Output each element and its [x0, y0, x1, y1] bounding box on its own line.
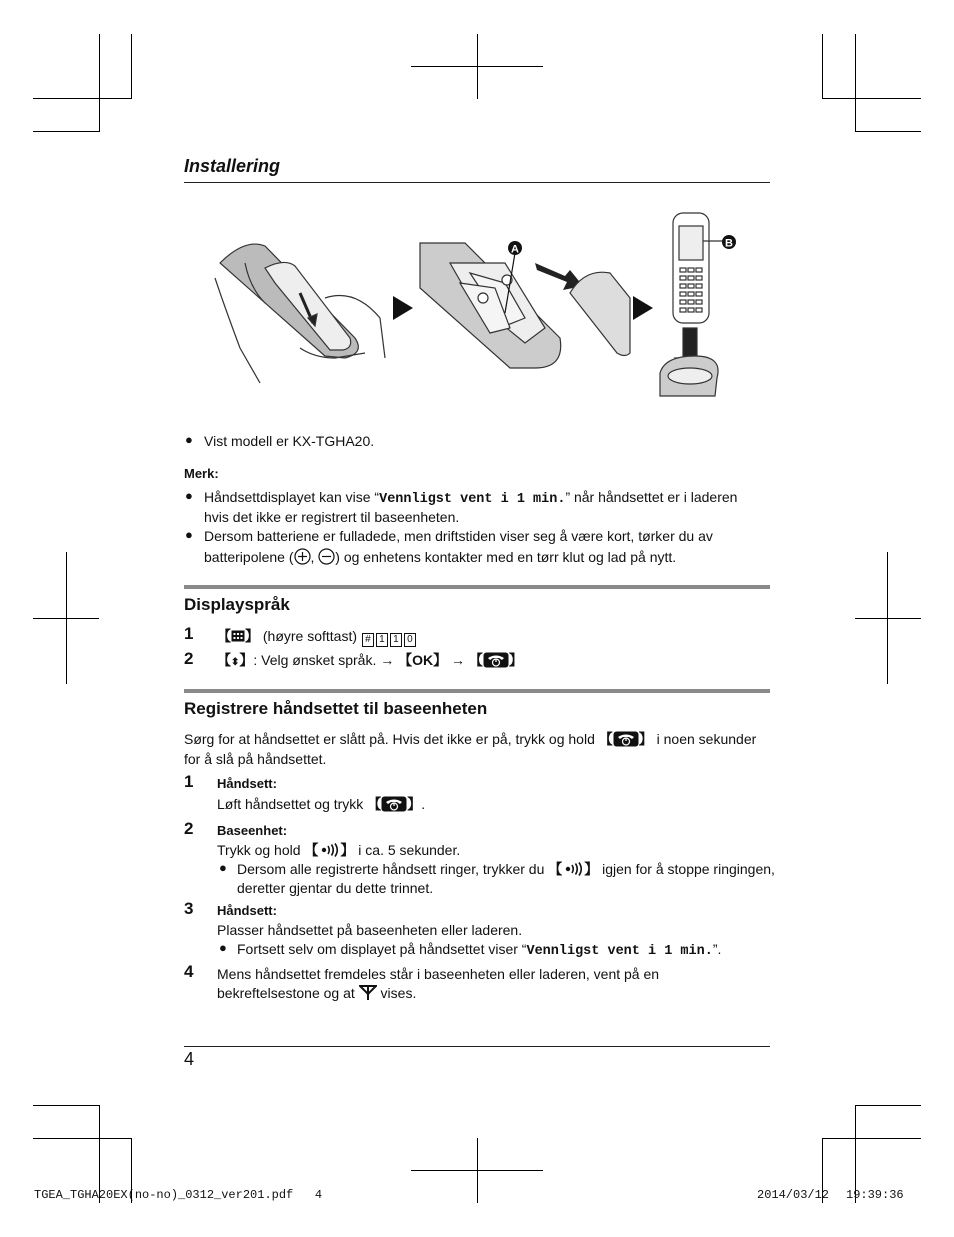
- step-arrow-1: [393, 296, 413, 320]
- register-step-2-heading: Baseenhet:: [217, 823, 288, 838]
- display-step-1: 【 】 (høyre softtast) # 1 1 0: [217, 626, 417, 647]
- minus-pole-icon: [318, 548, 335, 565]
- register-intro-line-2: for å slå på håndsettet.: [184, 751, 327, 767]
- bullet-step-3: ●: [219, 940, 227, 955]
- bullet-model: ●: [185, 432, 193, 447]
- register-step-3-number: 3: [184, 899, 194, 918]
- display-section-rule: [184, 585, 770, 589]
- note-2-line-1: Dersom batteriene er fulladede, men driftstiden viser seg å være kort, tørker du av: [204, 528, 713, 544]
- talk-off-icon: [483, 652, 509, 668]
- antenna-icon: [359, 985, 377, 1001]
- register-section-rule: [184, 689, 770, 693]
- label-b: B: [725, 237, 733, 250]
- talk-off-icon: [613, 731, 639, 747]
- key-0: 0: [404, 633, 416, 647]
- label-a: A: [511, 243, 519, 256]
- up-down-nav-icon: ⬍: [231, 657, 240, 668]
- battery-cover: [570, 272, 630, 355]
- key-hash: #: [362, 633, 374, 647]
- battery-compartment: [420, 243, 561, 368]
- key-1b: 1: [390, 633, 402, 647]
- register-intro-line-1: Sørg for at håndsettet er slått på. Hvis det ikke er på, trykk og hold 【 】 i noen sekunder: [184, 731, 757, 747]
- locator-icon: [318, 843, 340, 857]
- note-2-line-2: batteripolene ( , ) og enhetens kontakter med en tørr klut og lad på nytt.: [204, 549, 677, 565]
- register-step-2-bullet-line-2: deretter gjentar du dette trinnet.: [237, 880, 434, 896]
- model-note: Vist modell er KX-TGHA20.: [204, 433, 375, 449]
- bullet-step-2: ●: [219, 860, 227, 875]
- menu-softkey-icon: [231, 630, 245, 642]
- note-1-line-1: Håndsettdisplayet kan vise “Vennligst vent i 1 min.” når håndsettet er i laderen: [204, 489, 738, 507]
- display-step-2-number: 2: [184, 649, 194, 668]
- merk-label: Merk:: [184, 466, 219, 481]
- register-step-1-text: Løft håndsettet og trykk 【 】.: [217, 796, 426, 812]
- print-file-info: TGEA_TGHA20EX(no-no)_0312_ver201.pdf 4: [34, 1188, 323, 1202]
- section-header: Installering: [184, 156, 281, 176]
- header-rule: [184, 182, 770, 183]
- bullet-note-1: ●: [185, 488, 193, 503]
- note-1-line-2: hvis det ikke er registrert til baseenheten.: [204, 509, 460, 525]
- print-time: 19:39:36: [846, 1188, 904, 1202]
- register-step-2-text: Trykk og hold 【 】 i ca. 5 sekunder.: [217, 842, 461, 858]
- register-step-3-heading: Håndsett:: [217, 903, 277, 918]
- handset-in-hand: [215, 244, 385, 383]
- talk-off-icon: [381, 796, 407, 812]
- bullet-note-2: ●: [185, 527, 193, 542]
- register-step-2-bullet-line-1: Dersom alle registrerte håndsett ringer, trykker du 【 】 igjen for å stoppe ringingen,: [237, 861, 775, 877]
- display-step-1-number: 1: [184, 624, 194, 643]
- display-section-title: Displayspråk: [184, 595, 290, 614]
- battery-install-illustration: [205, 208, 745, 408]
- register-step-1-number: 1: [184, 772, 194, 791]
- register-step-4-number: 4: [184, 962, 194, 981]
- register-section-title: Registrere håndsettet til baseenheten: [184, 699, 488, 718]
- print-date: 2014/03/12: [757, 1188, 830, 1202]
- locator-icon: [562, 862, 584, 876]
- key-1a: 1: [376, 633, 388, 647]
- register-step-3-bullet: Fortsett selv om displayet på håndsettet viser “Vennligst vent i 1 min.”.: [237, 941, 722, 959]
- register-step-1-heading: Håndsett:: [217, 776, 277, 791]
- register-step-2-number: 2: [184, 819, 194, 838]
- display-step-2: 【⬍】: Velg ønsket språk. → 【OK】 → 【 】: [217, 652, 523, 668]
- register-step-4-line-2: bekreftelsestone og at vises.: [217, 985, 417, 1001]
- plus-pole-icon: [294, 548, 311, 565]
- page-number: 4: [184, 1049, 195, 1069]
- step-arrow-2: [633, 296, 653, 320]
- footer-rule: [184, 1046, 770, 1047]
- register-step-3-text: Plasser håndsettet på baseenheten eller laderen.: [217, 922, 523, 938]
- register-step-4-line-1: Mens håndsettet fremdeles står i baseenheten eller laderen, vent på en: [217, 966, 660, 982]
- handset-on-charger: [660, 213, 723, 396]
